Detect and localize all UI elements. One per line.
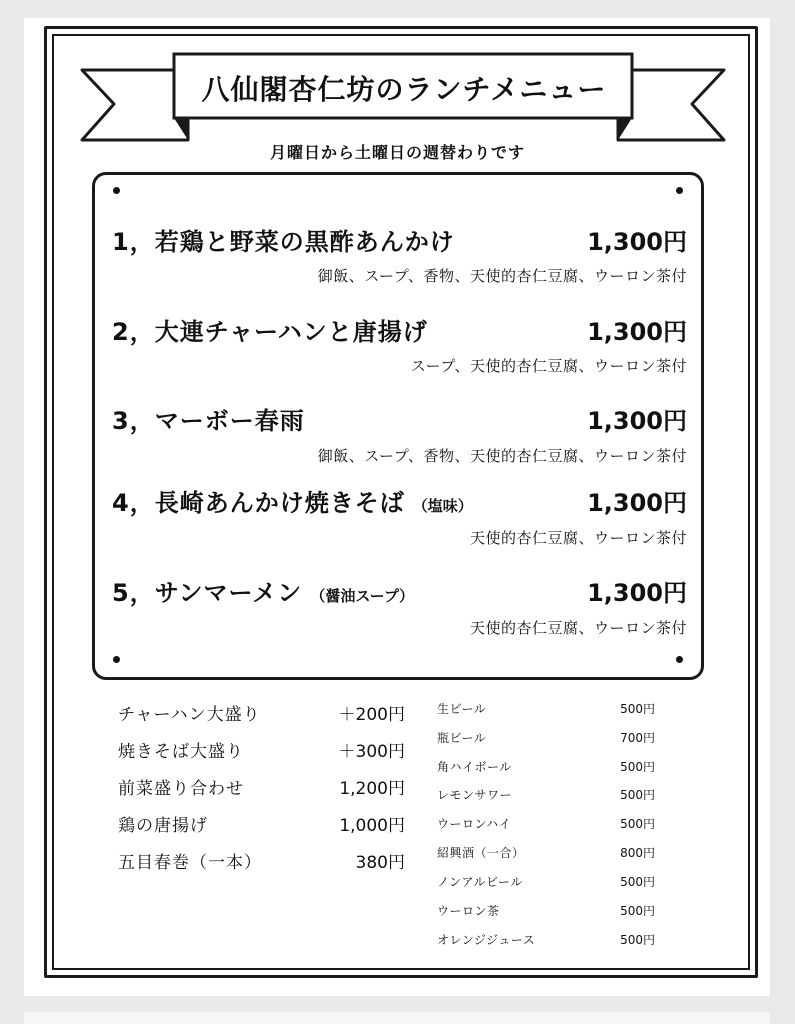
- corner-dot: [676, 656, 683, 663]
- lunch-item-includes: 御飯、スープ、香物、天使的杏仁豆腐、ウーロン茶付: [317, 267, 687, 285]
- extra-item-price: ＋200円: [338, 705, 405, 725]
- corner-dot: [113, 656, 120, 663]
- corner-dot: [113, 187, 120, 194]
- drink-item-price: 700円: [620, 731, 655, 745]
- drink-item-price: 500円: [620, 904, 655, 918]
- lunch-item-price: 1,300円: [587, 228, 687, 256]
- lunch-item-name: 2，大連チャーハンと唐揚げ: [112, 318, 428, 346]
- lunch-item-name: 5，サンマーメン （醤油スープ）: [112, 579, 414, 607]
- drink-item-name: オレンジジュース: [437, 933, 536, 947]
- drink-item-name: レモンサワー: [437, 788, 513, 802]
- page-title: 八仙閣杏仁坊のランチメニュー: [201, 73, 607, 106]
- drink-item-name: 角ハイボール: [437, 760, 512, 774]
- lunch-item-price: 1,300円: [587, 407, 687, 435]
- extra-item-name: 焼きそば大盛り: [118, 742, 244, 762]
- lunch-item-name: 4，長崎あんかけ焼きそば （塩味）: [112, 489, 473, 517]
- drink-item-price: 500円: [620, 788, 655, 802]
- lunch-item-name: 1，若鶏と野菜の黒酢あんかけ: [112, 228, 455, 256]
- extra-item-name: 五目春巻（一本）: [118, 853, 262, 873]
- drink-item-price: 500円: [620, 875, 655, 889]
- drink-item-price: 500円: [620, 933, 655, 947]
- extra-item-name: 前菜盛り合わせ: [118, 779, 244, 799]
- drink-item-price: 500円: [620, 702, 655, 716]
- extra-item-price: ＋300円: [338, 742, 405, 762]
- next-page-edge: [24, 1012, 770, 1024]
- lunch-item-includes: スープ、天使的杏仁豆腐、ウーロン茶付: [410, 357, 687, 375]
- lunch-item-name: 3，マーボー春雨: [112, 407, 305, 435]
- lunch-item-price: 1,300円: [587, 579, 687, 607]
- lunch-item-includes: 御飯、スープ、香物、天使的杏仁豆腐、ウーロン茶付: [317, 447, 687, 465]
- extra-item-price: 1,200円: [339, 779, 405, 799]
- drink-item-price: 500円: [620, 760, 655, 774]
- drink-item-price: 500円: [620, 817, 655, 831]
- lunch-item-price: 1,300円: [587, 318, 687, 346]
- drink-item-name: ウーロン茶: [437, 904, 500, 918]
- drink-item-name: 瓶ビール: [437, 731, 487, 745]
- lunch-item-includes: 天使的杏仁豆腐、ウーロン茶付: [469, 619, 687, 637]
- lunch-item-price: 1,300円: [587, 489, 687, 517]
- extra-item-price: 1,000円: [339, 816, 405, 836]
- corner-dot: [676, 187, 683, 194]
- drink-item-name: 生ビール: [437, 702, 487, 716]
- extra-item-name: チャーハン大盛り: [118, 705, 261, 725]
- drink-item-price: 800円: [620, 846, 655, 860]
- extra-item-price: 380円: [355, 853, 405, 873]
- drink-item-name: ノンアルビール: [437, 875, 523, 889]
- drink-item-name: 紹興酒（一合）: [437, 846, 525, 860]
- lunch-item-includes: 天使的杏仁豆腐、ウーロン茶付: [469, 529, 687, 547]
- subtitle: 月曜日から土曜日の週替わりです: [269, 143, 525, 162]
- drink-item-name: ウーロンハイ: [437, 817, 512, 831]
- extra-item-name: 鶏の唐揚げ: [118, 816, 208, 836]
